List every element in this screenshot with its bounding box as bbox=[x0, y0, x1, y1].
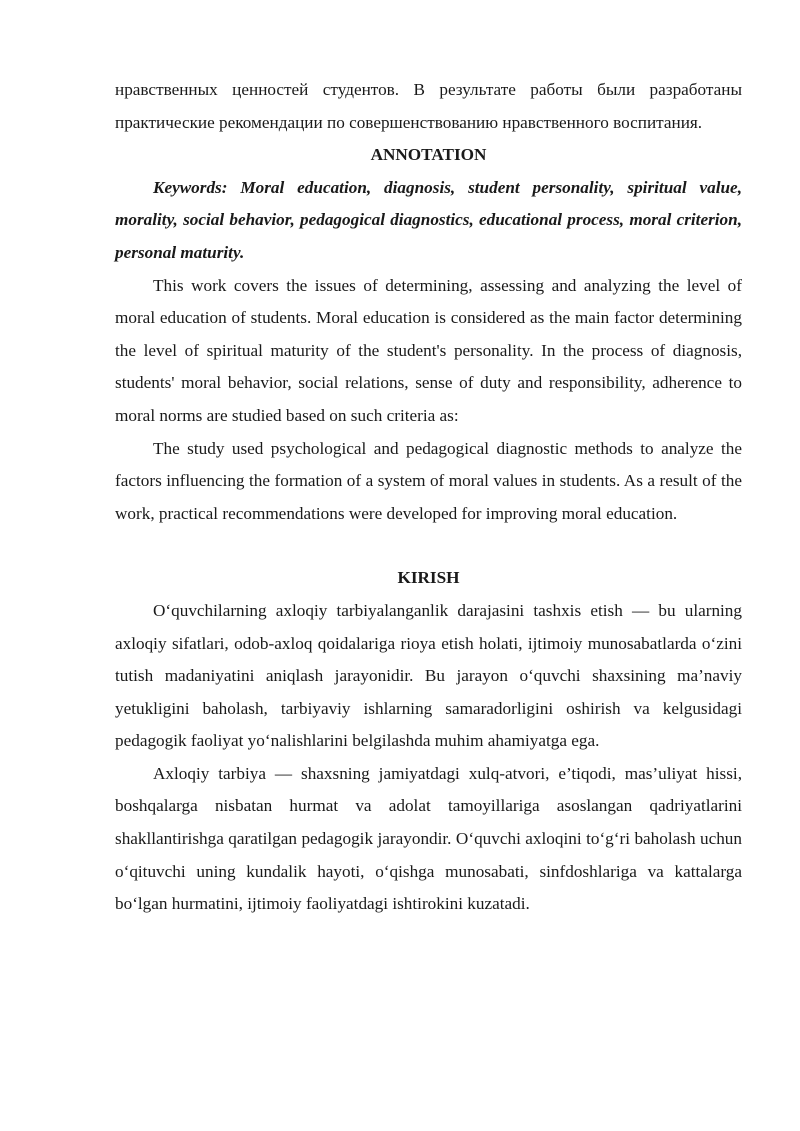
section-spacer bbox=[115, 530, 742, 562]
annotation-paragraph-2: The study used psychological and pedagogical diagnostic methods to analyze the factors influencing the formation of a system of moral values in students. As a result of the work, practical recommendations were developed for improving moral education. bbox=[115, 438, 742, 523]
kirish-paragraph-2: Axloqiy tarbiya — shaxsning jamiyatdagi xulq-atvori, e’tiqodi, mas’uliyat hissi, boshqalarga nisbatan hurmat va adolat tamoyillariga asoslangan qadriyatlarini shakllantirishga qaratilgan pedagogik jarayondir. O‘quvchi axloqini to‘g‘ri baholash uchun o‘qituvchi uning kundalik hayoti, o‘qishga munosabati, sinfdoshlariga va kattalarga bo‘lgan hurmatini, ijtimoiy faoliyatdagi ishtirokini kuzatadi. bbox=[115, 763, 742, 914]
kirish-heading: KIRISH bbox=[397, 568, 460, 588]
keywords-paragraph: Keywords: Moral education, diagnosis, student personality, spiritual value, morality, social behavior, pedagogical diagnostics, educational process, moral criterion, personal maturity. bbox=[115, 177, 742, 262]
annotation-heading: ANNOTATION bbox=[370, 145, 487, 165]
continuation-paragraph: нравственных ценностей студентов. В результате работы были разработаны практические рекомендации по совершенствованию нравственного воспитания. bbox=[115, 80, 742, 132]
kirish-paragraph-1: O‘quvchilarning axloqiy tarbiyalanganlik darajasini tashxis etish — bu ularning axloqiy sifatlari, odob-axloq qoidalariga rioya etish holati, ijtimoiy munosabatlarda o‘zini tutish madaniyatini aniqlash jarayonidir. Bu jarayon o‘quvchi shaxsining ma’naviy yetukligini baholash, tarbiyaviy ishlarning samaradorligini oshirish va kelgusidagi pedagogik faoliyat yo‘nalishlarini belgilashda muhim ahamiyatga ega. bbox=[115, 600, 742, 751]
annotation-paragraph-1: This work covers the issues of determining, assessing and analyzing the level of moral education of students. Moral education is considered as the main factor determining the level of spiritual maturity of the student's personality. In the process of diagnosis, students' moral behavior, social relations, sense of duty and responsibility, adherence to moral norms are studied based on such criteria as: bbox=[115, 275, 742, 425]
